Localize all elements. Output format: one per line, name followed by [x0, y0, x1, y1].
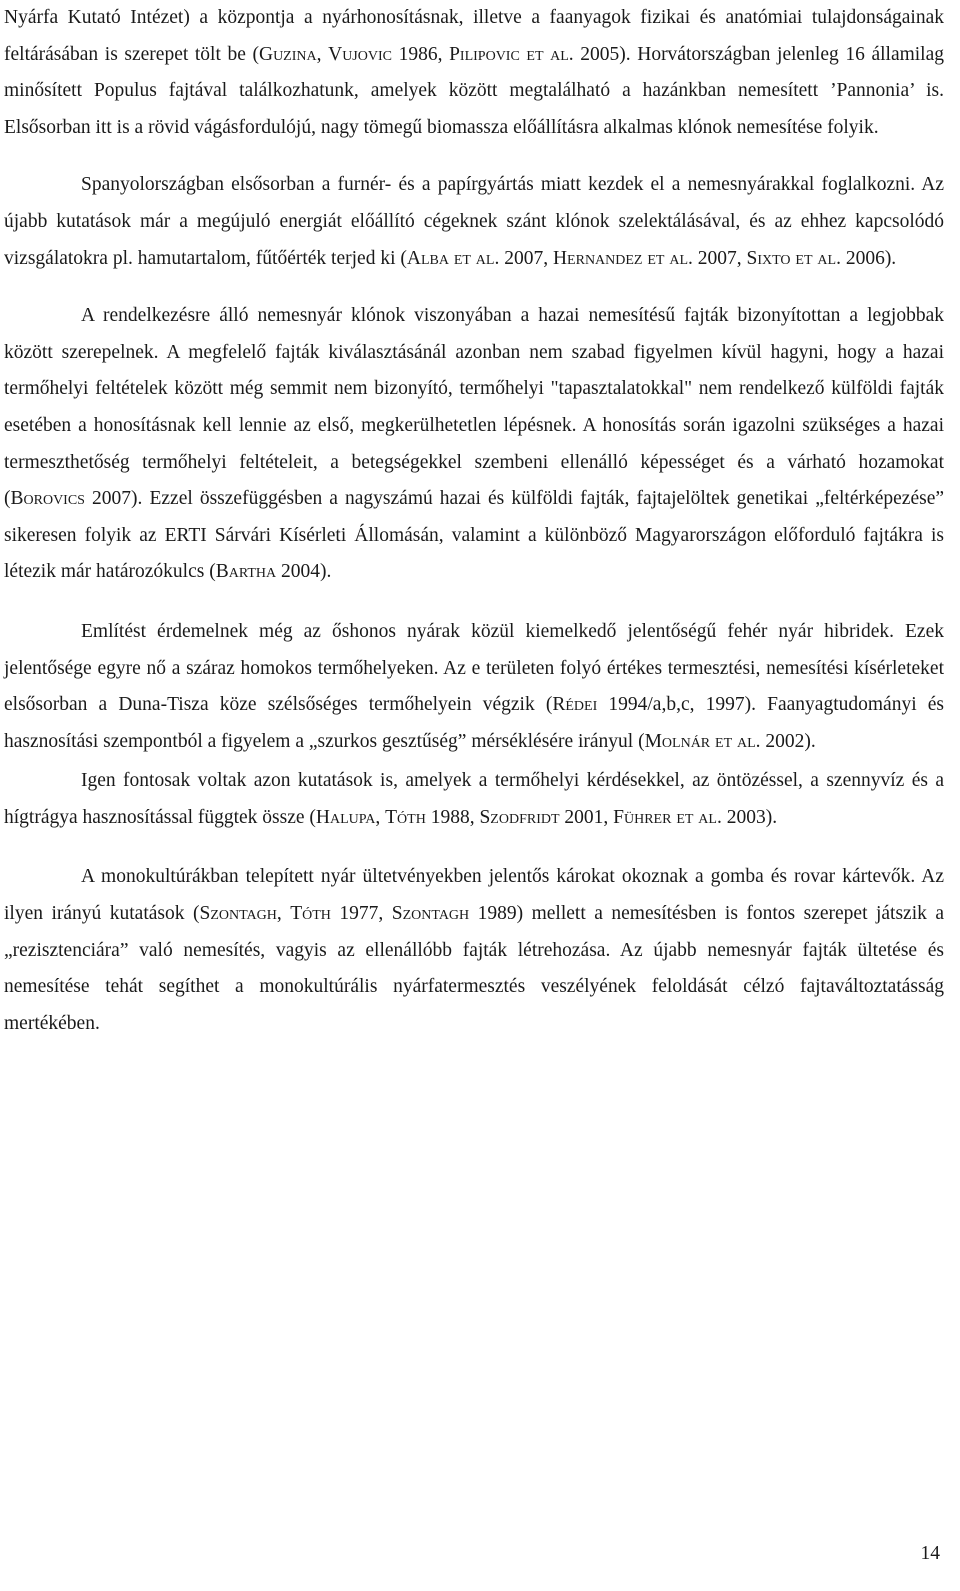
paragraph-text: 1986,: [391, 43, 450, 65]
citation-author: Tóth: [385, 806, 426, 828]
paragraph-text: . 2007,: [494, 247, 553, 269]
citation-author: Hernandez et al: [552, 247, 689, 269]
paragraph-text: Nyárfa Kutató Intézet) a központja a nyárhonosításnak, illetve a faanyagok fizikai és anatómiai tulajdonságainak feltárásában is szerepet tölt be (: [4, 7, 944, 65]
citation-author: Borovics: [10, 488, 85, 510]
paragraph-5: [4, 859, 944, 1042]
document-page: [4, 0, 944, 1042]
paragraph-text: Spanyolországban elsősorban a furnér- és a papírgyártás miatt kezdek el a nemesnyárakkal foglalkozni. Az újabb kutatások már a megújuló energiát előállító cégeknek szánt klónok szelektálásával, és az ehhez kapcsolódó vizsgálatokra pl. hamutartalom, fűtőérték terjed ki (: [4, 174, 944, 269]
paragraph-1: [4, 167, 944, 277]
paragraph-text: 1988,: [425, 806, 480, 828]
paragraph-text: A monokultúrákban telepített nyár ültetvényekben jelentős károkat okoznak a gomba és rovar kártevők. Az ilyen irányú kutatások (: [4, 866, 944, 925]
paragraph-3: [4, 614, 944, 760]
citation-author: Vujovic: [328, 43, 392, 65]
paragraph-text: . 2005). Horvátországban jelenleg 16 államilag minősített Populus fajtával találkozhatunk, amelyek között megtalálható a hazánkban nemesített ’Pannonia’ is. Elsősorban itt is a rövid vágásfordulójú, nagy tömegű biomassza előállításra alkalmas klónok nemesítése folyik.: [4, 43, 945, 138]
paragraph-text: 2007). Ezzel összefüggésben a nagyszámú hazai és külföldi fajták, fajtajelöltek genetikai „feltérképezése” sikeresen folyik az ERTI Sárvári Kísérleti Állomásán, valamint a különböző Magyarországon előforduló fajtákra is létezik már határozókulcs (: [4, 488, 944, 583]
paragraph-text: Igen fontosak voltak azon kutatások is, amelyek a termőhelyi kérdésekkel, az öntözéssel, a szennyvíz és a hígtrágya hasznosítással függtek össze (: [4, 770, 944, 828]
citation-author: Halupa: [315, 806, 376, 828]
paragraph-4: [4, 763, 944, 836]
citation-author: Rédei: [552, 694, 598, 716]
paragraph-text: A rendelkezésre álló nemesnyár klónok viszonyában a hazai nemesítésű fajták bizonyítottan a legjobbak között szerepelnek. A megfelelő fajták kiválasztásánál azonban nem szabad figyelmen kívül hagyni, hogy a hazai termőhelyi feltételek között még semmit nem bizonyító, termőhelyi "tapasztalatokkal" nem rendelkező külföldi fajták esetében a honosításnak kell lennie az első, megkerülhetetlen lépésnek. A honosítás során igazolni szükséges a hazai termeszthetőség termőhelyi feltételeit, a betegségekkel szembeni ellenálló képességet és a várható hozamokat (: [4, 305, 944, 510]
citation-author: Alba et al: [406, 247, 495, 269]
paragraph-text: Említést érdemelnek még az őshonos nyárak közül kiemelkedő jelentőségű fehér nyár hibridek. Ezek jelentősége egyre nő a száraz homokos termőhelyeken. Az e területen folyó értékes termesztési, nemesítési kísérleteket elsősorban a Duna-Tisza köze szélsőséges termőhelyein végzik (: [4, 620, 944, 716]
citation-author: Führer et al: [613, 806, 717, 828]
citation-author: Tóth: [290, 903, 331, 925]
citation-author: Szodfridt: [479, 806, 560, 828]
page-number: 14: [920, 1543, 940, 1564]
citation-author: Guzina: [258, 43, 317, 65]
paragraph-text: . 2007,: [688, 247, 747, 269]
paragraph-text: ,: [375, 806, 386, 828]
citation-author: Szontagh: [391, 903, 470, 925]
citation-author: Bartha: [215, 561, 277, 583]
citation-author: Pilipovic et al: [449, 43, 569, 65]
paragraph-text: . 2003).: [716, 806, 778, 828]
paragraph-text: . 2006).: [836, 247, 897, 269]
paragraph-text: 2001,: [559, 806, 614, 828]
paragraph-text: 1989) mellett a nemesítésben is fontos szerepet játszik a „rezisztenciára” való nemesítés, vagyis az ellenállóbb fajták létrehozása. Az újabb nemesnyár fajták ültetése és nemesítése tehát segíthet a monokultúrális nyárfatermesztés veszélyének feloldását célzó fajtaváltoztatásság mertékében.: [4, 903, 945, 1034]
paragraph-text: 1977,: [330, 903, 392, 925]
paragraph-text: ,: [316, 43, 329, 65]
citation-author: Szontagh: [199, 903, 277, 925]
citation-author: Molnár et al: [644, 730, 756, 752]
paragraph-text: 1994/a,b,c, 1997). Faanyagtudományi és hasznosítási szempontból a figyelem a „szurkos gesztűség” mérséklésére irányul (: [4, 694, 944, 752]
citation-author: Sixto et al: [746, 247, 837, 269]
paragraph-2: [4, 298, 944, 591]
paragraph-text: ,: [276, 903, 291, 925]
paragraph-text: 2004).: [276, 561, 332, 583]
paragraph-text: . 2002).: [755, 730, 816, 752]
paragraph-0: [4, 0, 944, 146]
